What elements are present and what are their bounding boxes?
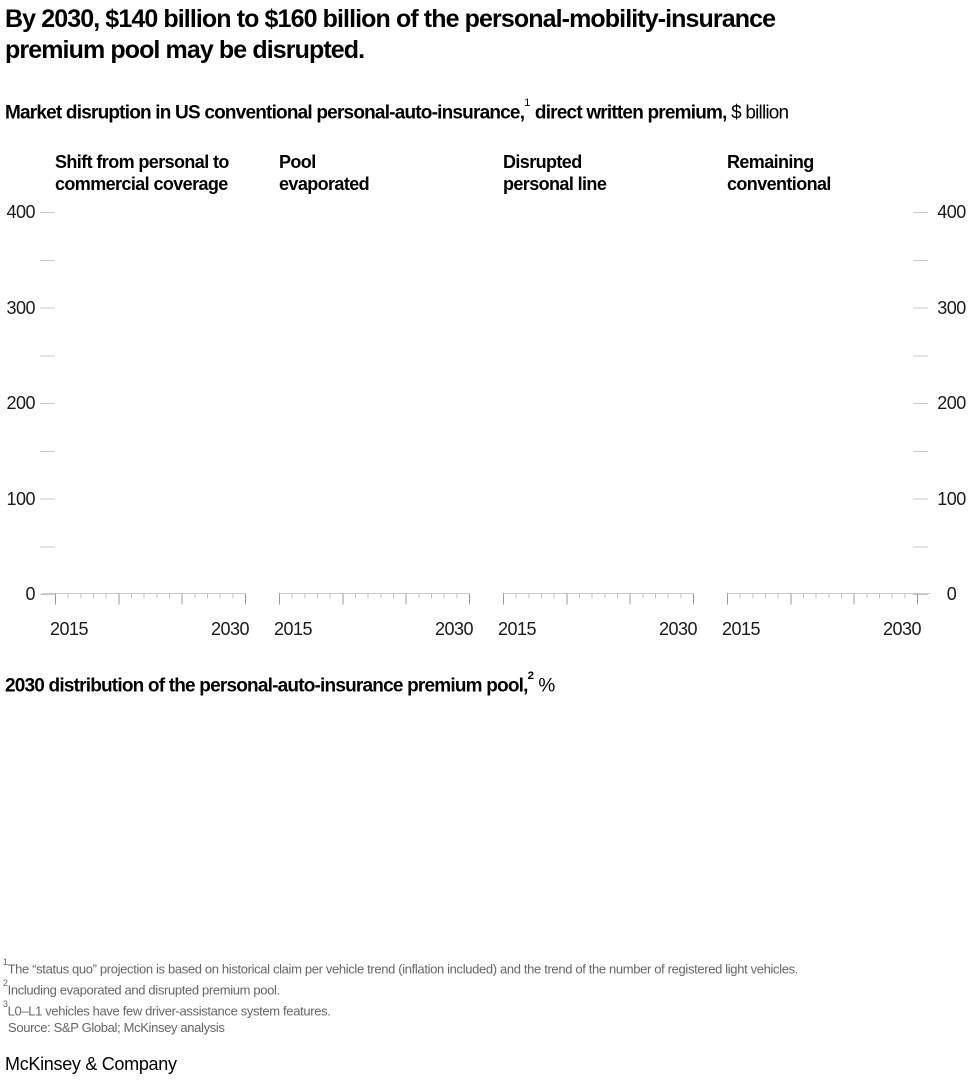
panel-header-line-2: commercial coverage [55, 174, 228, 194]
panel-header [55, 151, 275, 195]
footnote-3-text: L0–L1 vehicles have few driver-assistance system features. [7, 1002, 331, 1018]
x-axis-tick-label-end: 2030 [658, 619, 697, 639]
footnote-1-marker: 1 [3, 956, 8, 967]
x-axis-tick-label-start: 2015 [498, 619, 537, 639]
panel-header-line-1: Pool [279, 152, 316, 172]
panel-header-line-1: Shift from personal to [55, 152, 229, 172]
y-axis-tick-label-left: 200 [6, 393, 35, 413]
mckinsey-wordmark: McKinsey & Company [5, 1054, 177, 1074]
subtitle-bold-lead: Market disruption in US conventional personal-auto-insurance, [5, 102, 525, 124]
footnote-2 [3, 978, 963, 999]
distribution-heading-unit: % [533, 675, 555, 697]
footnotes [3, 957, 963, 1037]
panel-header-line-2: conventional [727, 174, 831, 194]
y-axis-tick-label-right: 0 [946, 584, 957, 604]
footnote-marker-1: 1 [524, 96, 531, 109]
x-axis-tick-label-end: 2030 [434, 619, 473, 639]
panel-header [279, 151, 499, 195]
x-axis-tick-label-start: 2015 [50, 619, 89, 639]
y-axis-tick-label-left: 100 [6, 488, 35, 509]
panel-header [727, 151, 947, 195]
page-title-line-2: premium pool may be disrupted. [5, 36, 365, 64]
y-axis-tick-label-right: 300 [937, 297, 966, 318]
panel-header-line-1: Remaining [727, 152, 814, 172]
y-axis-tick-label-left: 0 [25, 584, 35, 604]
y-axis-tick-label-right: 200 [937, 393, 966, 413]
source-text: Source: S&P Global; McKinsey analysis [8, 1020, 225, 1036]
x-axis-tick-label-end: 2030 [210, 619, 249, 639]
footnote-1 [3, 957, 963, 978]
x-axis-tick-label-end: 2030 [882, 619, 921, 639]
footnote-3-marker: 3 [3, 998, 8, 1009]
page-title-line-1: By 2030, $140 billion to $160 billion of the personal-mobility-insurance [5, 5, 776, 33]
panel-header-line-1: Disrupted [503, 152, 582, 172]
panel-header [503, 151, 723, 195]
panel-header-line-2: evaporated [279, 174, 370, 194]
y-axis-tick-label-right: 100 [937, 488, 966, 509]
panel-header-line-2: personal line [503, 174, 607, 194]
subtitle-bold-tail: direct written premium, [530, 102, 727, 124]
distribution-heading-bold: 2030 distribution of the personal-auto-insurance premium pool, [5, 675, 528, 697]
footnote-2-marker: 2 [3, 977, 8, 988]
distribution-heading [5, 669, 554, 698]
subtitle-unit: $ billion [726, 102, 789, 124]
x-axis-tick-label-start: 2015 [274, 619, 313, 639]
y-axis-tick-label-right: 400 [937, 202, 966, 222]
footnote-1-text: The “status quo” projection is based on historical claim per vehicle trend (inflation included) and the trend of the number of registered light vehicles. [7, 961, 799, 977]
footnote-3 [3, 999, 963, 1020]
footnote-2-text: Including evaporated and disrupted premium pool. [7, 982, 280, 998]
y-axis-tick-label-left: 300 [6, 297, 35, 318]
x-axis-tick-label-start: 2015 [722, 619, 761, 639]
y-axis-tick-label-left: 400 [6, 202, 35, 222]
footnote-marker-2: 2 [527, 669, 534, 682]
source-line [3, 1019, 963, 1037]
